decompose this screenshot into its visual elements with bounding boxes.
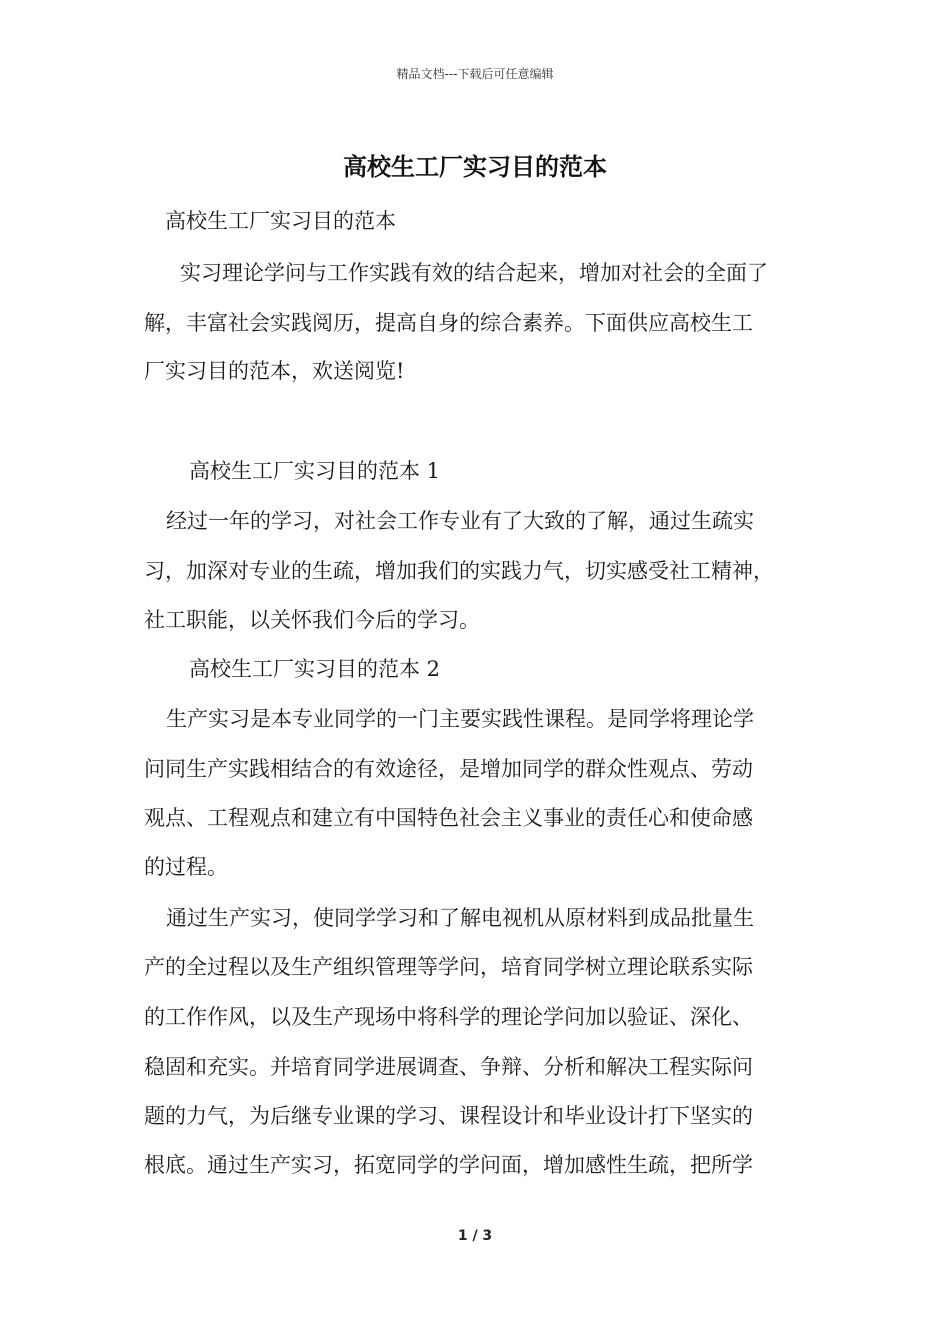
running-header: 精品文档---下载后可任意编辑 [396, 67, 554, 81]
body-line: 问同生产实践相结合的有效途径，是增加同学的群众性观点、劳动 [144, 757, 753, 781]
document-title: 高校生工厂实习目的范本 [343, 152, 607, 181]
body-line: 的工作作风，以及生产现场中将科学的理论学问加以验证、深化、 [144, 1005, 753, 1029]
body-line: 经过一年的学习，对社会工作专业有了大致的了解，通过生疏实 [166, 509, 754, 533]
body-line: 习，加深对专业的生疏，增加我们的实践力气，切实感受社工精神， [144, 559, 774, 583]
body-line: 观点、工程观点和建立有中国特色社会主义事业的责任心和使命感 [144, 806, 753, 830]
body-line: 稳固和充实。并培育同学进展调查、争辩、分析和解决工程实际问 [144, 1055, 753, 1079]
subtitle-line: 高校生工厂实习目的范本 [165, 209, 396, 233]
body-line: 根底。通过生产实习，拓宽同学的学问面，增加感性生疏，把所学 [144, 1153, 753, 1177]
body-line: 生产实习是本专业同学的一门主要实践性课程。是同学将理论学 [166, 707, 754, 731]
body-line: 社工职能，以关怀我们今后的学习。 [144, 608, 480, 632]
body-line: 通过生产实习，使同学学习和了解电视机从原材料到成品批量生 [166, 906, 754, 930]
section-heading-2: 高校生工厂实习目的范本 2 [189, 657, 441, 681]
body-line: 题的力气，为后继专业课的学习、课程设计和毕业设计打下坚实的 [144, 1104, 753, 1128]
body-line: 厂实习目的范本，欢送阅览! [144, 359, 405, 383]
body-line: 产的全过程以及生产组织管理等学问，培育同学树立理论联系实际 [144, 955, 753, 979]
page-number: 1 / 3 [457, 1228, 493, 1244]
section-heading-1: 高校生工厂实习目的范本 1 [189, 459, 441, 483]
body-line: 解，丰富社会实践阅历，提高自身的综合素养。下面供应高校生工 [144, 311, 753, 335]
body-line: 实习理论学问与工作实践有效的结合起来，增加对社会的全面了 [180, 261, 768, 285]
body-line: 的过程。 [144, 855, 228, 879]
